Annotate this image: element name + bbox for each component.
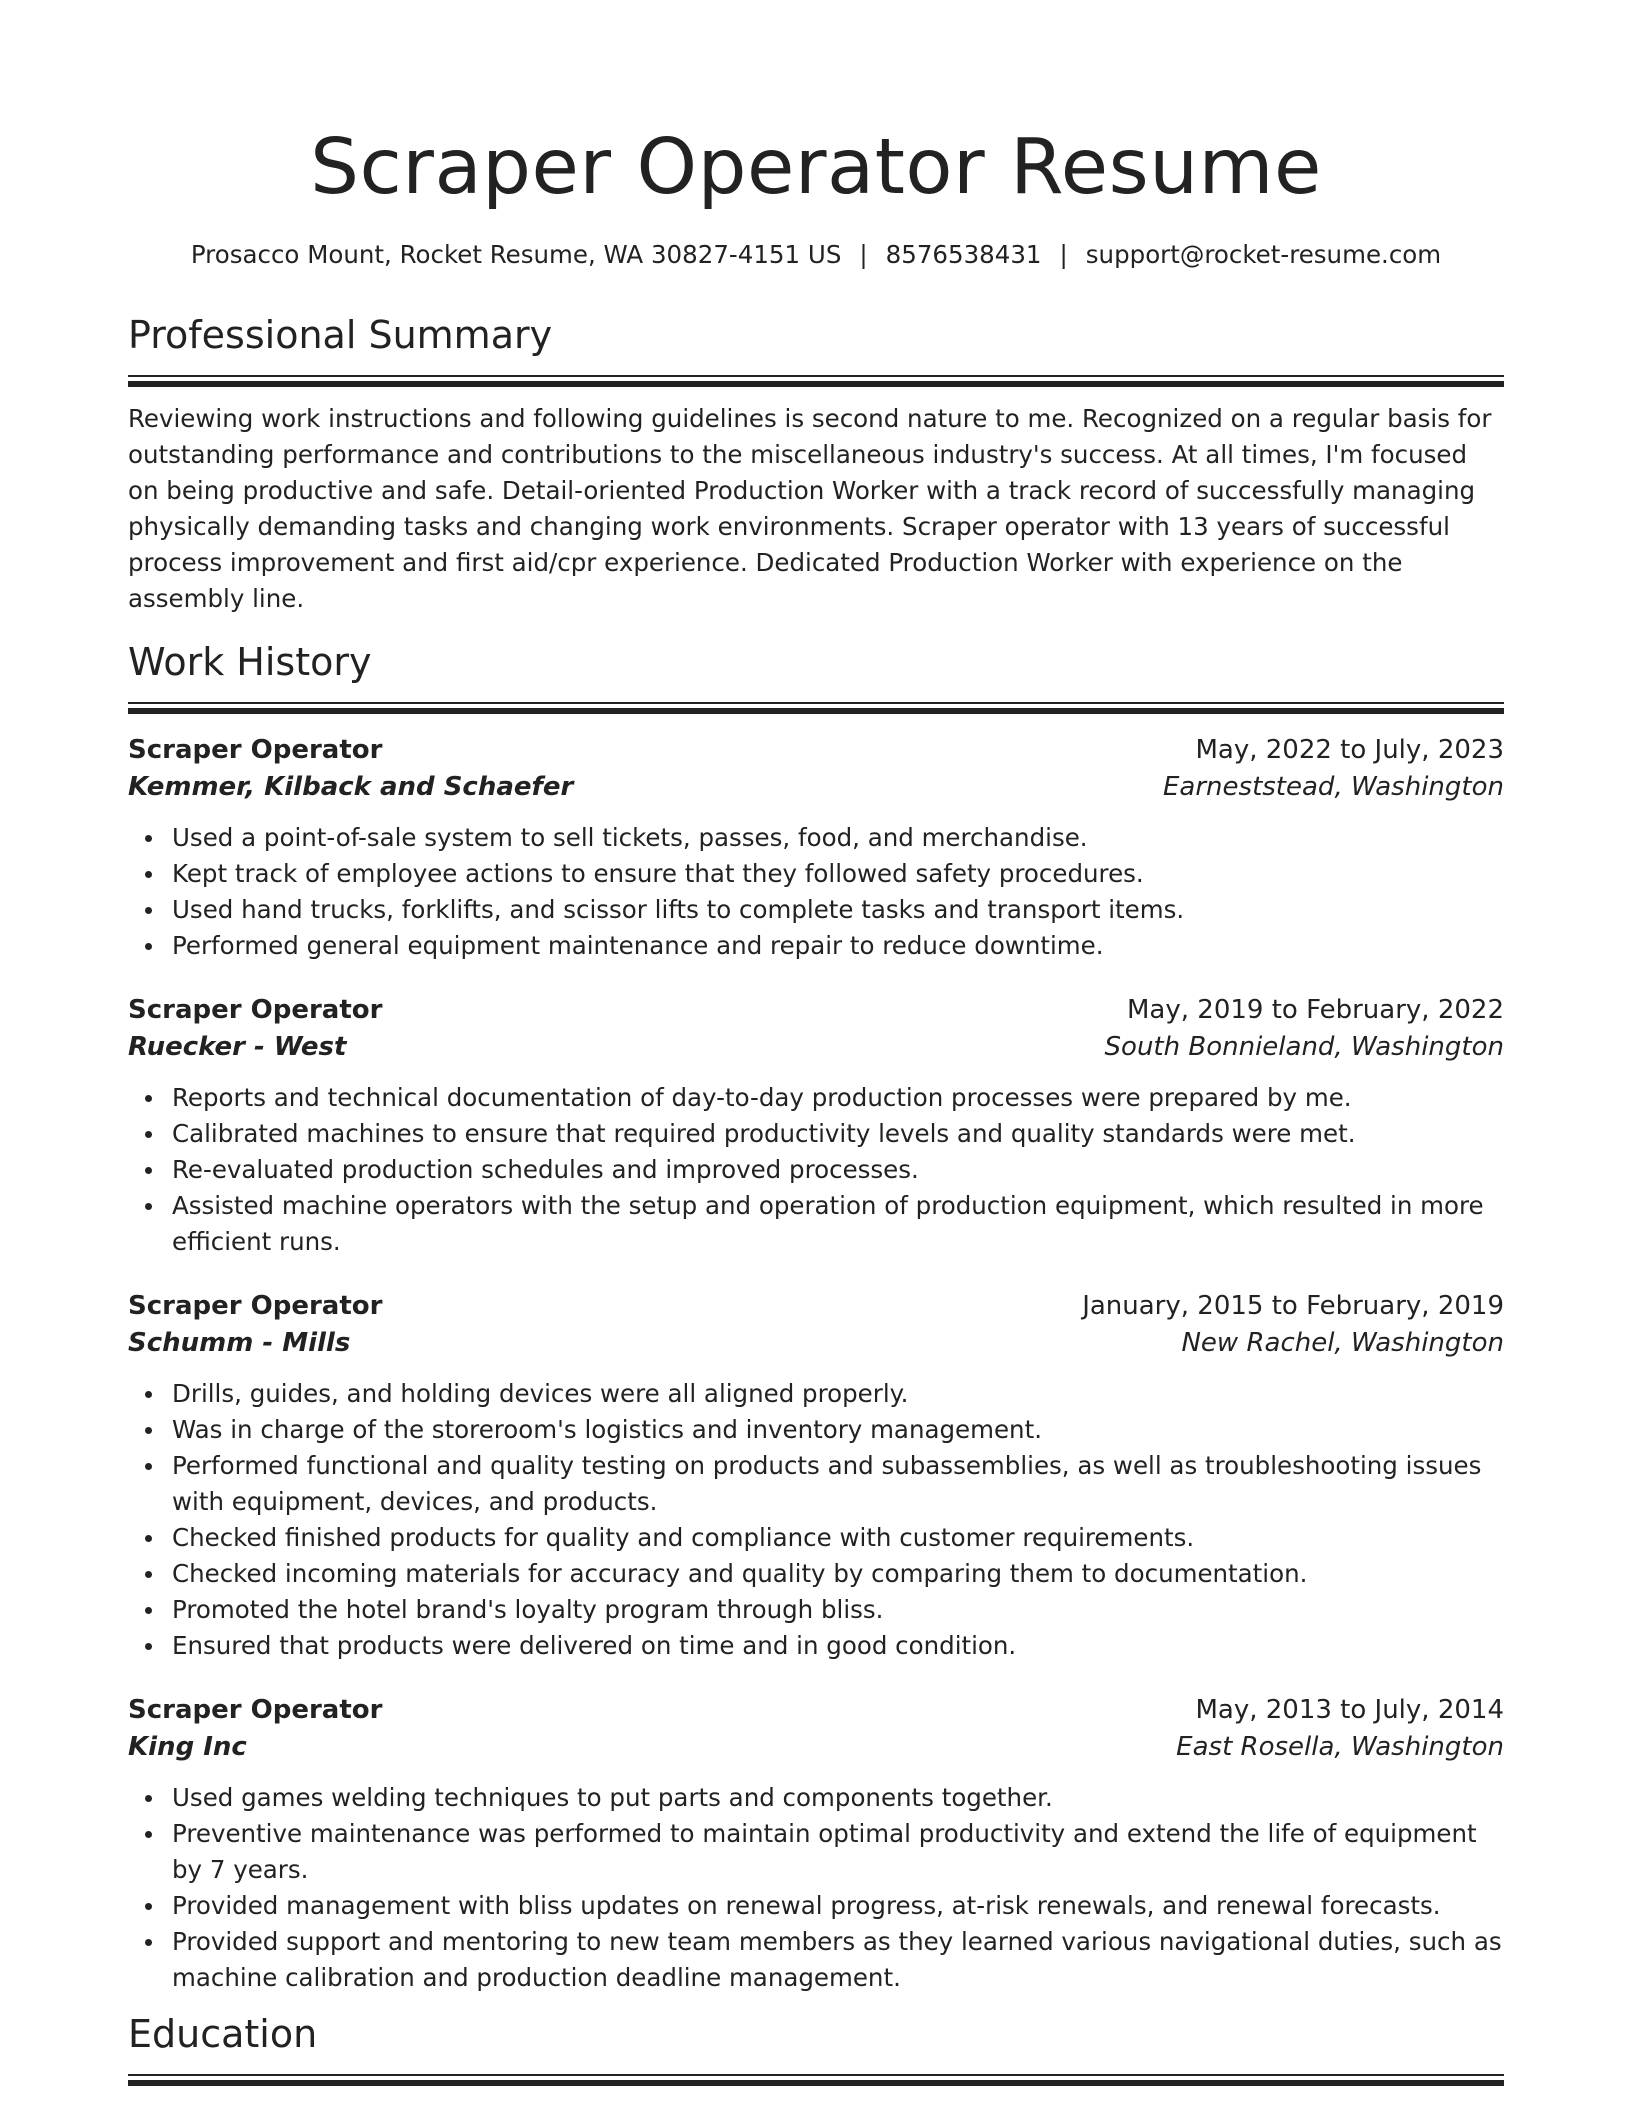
job-bullet: Assisted machine operators with the setup and operation of production equipment, which resulted in more efficient runs. xyxy=(172,1188,1504,1260)
job-bullet: Used hand trucks, forklifts, and scissor lifts to complete tasks and transport items. xyxy=(172,892,1504,928)
contact-separator: | xyxy=(859,240,868,269)
job-header-row xyxy=(128,732,1504,768)
job-bullet: Kept track of employee actions to ensure that they followed safety procedures. xyxy=(172,856,1504,892)
job-location: Earneststead, Washington xyxy=(1163,772,1504,802)
contact-address: Prosacco Mount, Rocket Resume, WA 30827-4151 US xyxy=(190,240,842,269)
job-bullet: Checked finished products for quality and compliance with customer requirements. xyxy=(172,1520,1504,1556)
job-header-row xyxy=(128,1288,1504,1324)
job-company: King Inc xyxy=(128,1732,247,1762)
contact-line xyxy=(128,238,1504,272)
job-bullet-list xyxy=(128,1080,1504,1260)
job-bullet-list xyxy=(128,1376,1504,1664)
job-location: New Rachel, Washington xyxy=(1181,1328,1504,1358)
job-entry xyxy=(128,732,1504,964)
summary-paragraph: Reviewing work instructions and following guidelines is second nature to me. Recognized on a regular basis for outstanding performance and contributions to the miscellaneous industry's success. At all times, I'm focused on being productive and safe. Detail-oriented Production Worker with a track record of successfully managing physically demanding tasks and changing work environments. Scraper operator with 13 years of successful process improvement and first aid/cpr experience. Dedicated Production Worker with experience on the assembly line. xyxy=(128,404,1492,613)
education-section xyxy=(128,2010,1504,2086)
job-bullet: Ensured that products were delivered on time and in good condition. xyxy=(172,1628,1504,1664)
section-divider xyxy=(128,375,1504,387)
job-bullet: Preventive maintenance was performed to maintain optimal productivity and extend the life of equipment by 7 years. xyxy=(172,1816,1504,1888)
resume-title: Scraper Operator Resume xyxy=(310,123,1322,212)
job-entry xyxy=(128,1692,1504,1996)
section-heading-summary: Professional Summary xyxy=(128,313,553,357)
job-dates: May, 2019 to February, 2022 xyxy=(1127,995,1504,1025)
contact-separator: | xyxy=(1059,240,1068,269)
job-dates: May, 2013 to July, 2014 xyxy=(1195,1695,1504,1725)
job-employer-row xyxy=(128,1728,1504,1766)
job-entry xyxy=(128,992,1504,1260)
job-company: Schumm - Mills xyxy=(128,1328,351,1358)
job-dates: January, 2015 to February, 2019 xyxy=(1082,1291,1504,1321)
job-bullet-list xyxy=(128,1780,1504,1996)
job-entry xyxy=(128,1288,1504,1664)
job-employer-row xyxy=(128,1324,1504,1362)
section-heading-education: Education xyxy=(128,2012,318,2056)
job-bullet: Checked incoming materials for accuracy and quality by comparing them to documentation. xyxy=(172,1556,1504,1592)
contact-email: support@rocket-resume.com xyxy=(1085,240,1442,269)
work-history-section xyxy=(128,638,1504,1996)
job-dates: May, 2022 to July, 2023 xyxy=(1195,735,1504,765)
job-title: Scraper Operator xyxy=(128,735,383,765)
section-divider xyxy=(128,702,1504,714)
job-company: Kemmer, Kilback and Schaefer xyxy=(128,772,574,802)
job-bullet: Used games welding techniques to put parts and components together. xyxy=(172,1780,1504,1816)
job-bullet: Provided support and mentoring to new team members as they learned various navigational duties, such as machine calibration and production deadline management. xyxy=(172,1924,1504,1996)
job-location: East Rosella, Washington xyxy=(1176,1732,1504,1762)
job-bullet: Was in charge of the storeroom's logistics and inventory management. xyxy=(172,1412,1504,1448)
job-employer-row xyxy=(128,1028,1504,1066)
section-heading-work-history: Work History xyxy=(128,640,372,684)
job-bullet: Drills, guides, and holding devices were all aligned properly. xyxy=(172,1376,1504,1412)
job-bullet: Promoted the hotel brand's loyalty program through bliss. xyxy=(172,1592,1504,1628)
job-bullet: Reports and technical documentation of day-to-day production processes were prepared by me. xyxy=(172,1080,1504,1116)
job-header-row xyxy=(128,1692,1504,1728)
job-bullet: Used a point-of-sale system to sell tickets, passes, food, and merchandise. xyxy=(172,820,1504,856)
job-header-row xyxy=(128,992,1504,1028)
contact-phone: 8576538431 xyxy=(885,240,1042,269)
job-location: South Bonnieland, Washington xyxy=(1104,1032,1504,1062)
job-title: Scraper Operator xyxy=(128,995,383,1025)
job-bullet: Re-evaluated production schedules and improved processes. xyxy=(172,1152,1504,1188)
job-bullet-list xyxy=(128,820,1504,964)
job-bullet: Performed functional and quality testing on products and subassemblies, as well as troubleshooting issues with equipment, devices, and products. xyxy=(172,1448,1504,1520)
job-company: Ruecker - West xyxy=(128,1032,347,1062)
job-bullet: Performed general equipment maintenance and repair to reduce downtime. xyxy=(172,928,1504,964)
job-bullet: Calibrated machines to ensure that required productivity levels and quality standards were met. xyxy=(172,1116,1504,1152)
section-divider xyxy=(128,2074,1504,2086)
job-title: Scraper Operator xyxy=(128,1695,383,1725)
job-employer-row xyxy=(128,768,1504,806)
job-title: Scraper Operator xyxy=(128,1291,383,1321)
summary-section xyxy=(128,311,1504,617)
job-bullet: Provided management with bliss updates on renewal progress, at-risk renewals, and renewal forecasts. xyxy=(172,1888,1504,1924)
